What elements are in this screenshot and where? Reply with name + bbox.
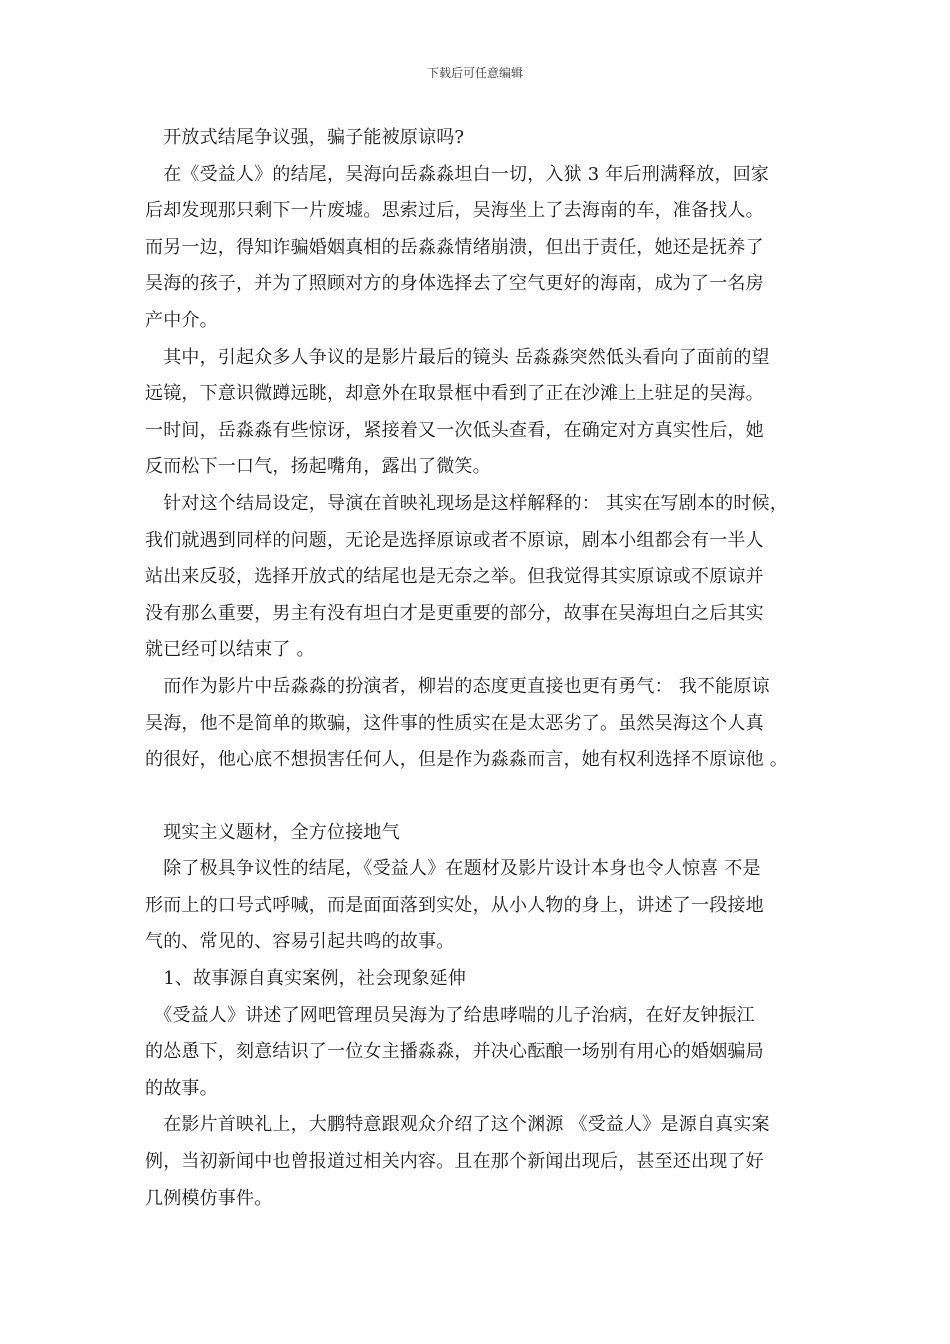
paragraph-line: 就已经可以结束了 。 [145,639,315,661]
paragraph-line: 在影片首映礼上，大鹏特意跟观众介绍了这个渊源 《受益人》是源自真实案 [145,1114,770,1136]
paragraph-line: 的很好，他心底不想损害任何人，但是作为淼淼而言，她有权利选择不原谅他 。 [145,749,788,771]
section-realism [145,815,817,1218]
paragraph-line: 远镜，下意识微蹲远眺，却意外在取景框中看到了正在沙滩上上驻足的吴海。 [145,383,764,405]
section-title: 现实主义题材，全方位接地气 [145,821,400,843]
paragraph-line: 吴海的孩子，并为了照顾对方的身体选择去了空气更好的海南，成为了一名房 [145,273,764,295]
paragraph-line: 我们就遇到同样的问题，无论是选择原谅或者不原谅，剧本小组都会有一半人 [145,529,764,551]
paragraph-line: 站出来反驳，选择开放式的结尾也是无奈之举。但我觉得其实原谅或不原谅并 [145,566,764,588]
section-ending-controversy [145,120,817,779]
page-header: 下载后可任意编辑 [426,66,523,80]
paragraph-line: 反而松下一口气，扬起嘴角，露出了微笑。 [145,456,491,478]
paragraph-line: 其中，引起众多人争议的是影片最后的镜头 岳淼淼突然低头看向了面前的望 [145,346,770,368]
paragraph-line: 气的、常见的、容易引起共鸣的故事。 [145,931,455,953]
paragraph-line: 针对这个结局设定，导演在首映礼现场是这样解释的： 其实在写剧本的时候， [145,492,788,514]
paragraph-line: 除了极具争议性的结尾，《受益人》在题材及影片设计本身也令人惊喜 不是 [145,858,761,880]
paragraph-line: 没有那么重要，男主有没有坦白才是更重要的部分，故事在吴海坦白之后其实 [145,602,764,624]
paragraph-line: 而作为影片中岳淼淼的扮演者，柳岩的态度更直接也更有勇气： 我不能原谅 [145,675,770,697]
paragraph-line: 几例模仿事件。 [145,1187,273,1209]
paragraph-line: 后却发现那只剩下一片废墟。思索过后，吴海坐上了去海南的车，准备找人。 [145,200,764,222]
paragraph-line: 在《受益人》的结尾，吴海向岳淼淼坦白一切，入狱 3 年后刑满释放，回家 [145,163,770,185]
paragraph-line: 一时间，岳淼淼有些惊讶，紧接着又一次低头查看，在确定对方真实性后，她 [145,419,764,441]
section-title: 开放式结尾争议强，骗子能被原谅吗? [145,127,465,148]
paragraph-line: 形而上的口号式呼喊，而是面面落到实处，从小人物的身上，讲述了一段接地 [145,894,764,916]
section-spacer [145,779,817,815]
subsection-title: 1、故事源自真实案例，社会现象延伸 [145,968,467,990]
paragraph-line: 的怂恿下，刻意结识了一位女主播淼淼，并决心酝酿一场别有用心的婚姻骗局 [145,1041,764,1063]
paragraph-line: 的故事。 [145,1077,218,1099]
paragraph-line: 产中介。 [145,309,218,331]
document-body [145,120,817,1217]
paragraph-line: 吴海，他不是简单的欺骗，这件事的性质实在是太恶劣了。虽然吴海这个人真 [145,712,764,734]
paragraph-line: 例，当初新闻中也曾报道过相关内容。且在那个新闻出现后，甚至还出现了好 [145,1151,764,1173]
paragraph-line: 《受益人》讲述了网吧管理员吴海为了给患哮喘的儿子治病，在好友钟振江 [145,1004,755,1026]
paragraph-line: 而另一边，得知诈骗婚姻真相的岳淼淼情绪崩溃，但出于责任，她还是抚养了 [145,236,764,258]
